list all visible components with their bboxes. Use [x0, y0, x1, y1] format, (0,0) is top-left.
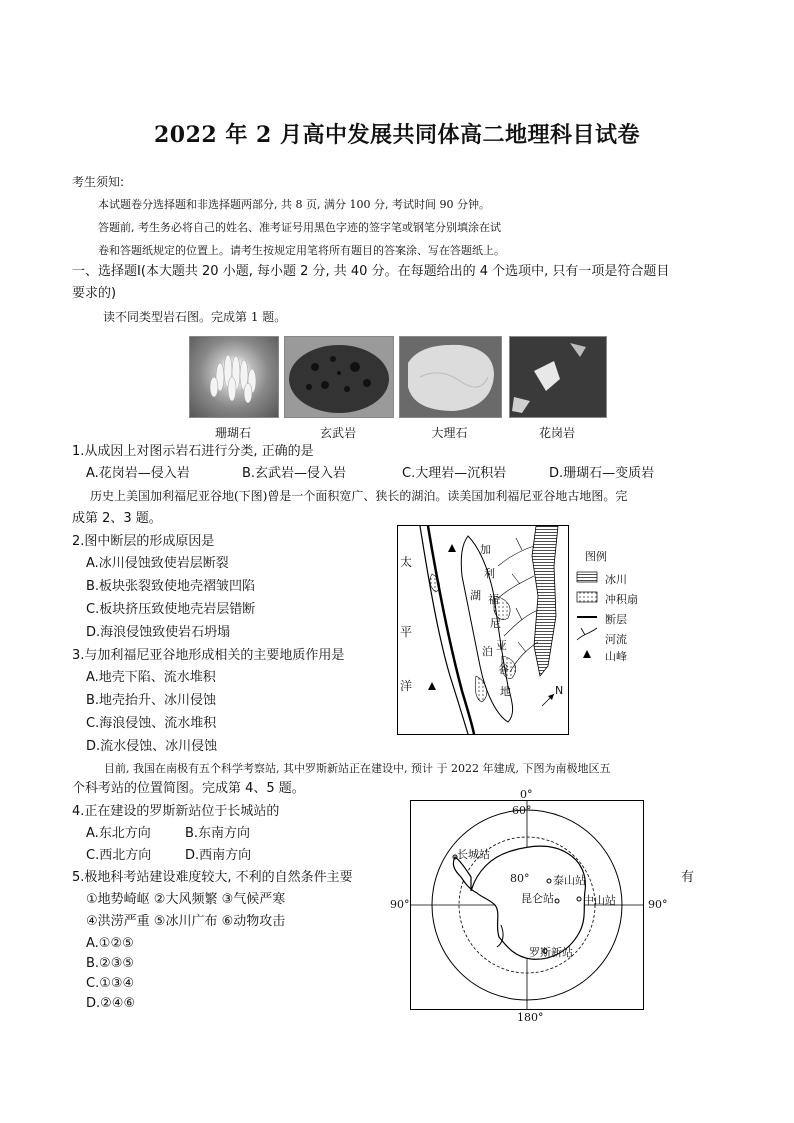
legend-symbols [575, 568, 603, 668]
basalt-photo [284, 336, 394, 418]
option-a: A.花岗岩—侵入岩 [86, 466, 190, 481]
option-d: D.②④⑥ [86, 996, 136, 1011]
legend-label: 山峰 [605, 650, 627, 663]
section-heading-cont: 要求的) [72, 286, 117, 301]
glacier-symbol [577, 572, 597, 582]
ocean-label: 平 [400, 625, 413, 639]
alluvial-fan-symbol [577, 592, 597, 602]
section-heading: 一、选择题Ⅰ(本大题共 20 小题, 每小题 2 分, 共 40 分。在每题给出的 4 个选项中, 只有一项是符合题目 [72, 264, 670, 279]
north-label: N [555, 684, 564, 697]
condition-list: ①地势崎岖 ②大风频繁 ③气候严寒 [86, 892, 286, 907]
option-c: C.海浪侵蚀、流水堆积 [86, 716, 217, 731]
valley-map [397, 525, 569, 735]
question-stem: 4.正在建设的罗斯新站位于长城站的 [72, 804, 280, 819]
question-stem: 1.从成因上对图示岩石进行分类, 正确的是 [72, 444, 314, 459]
notice-heading: 考生须知: [72, 175, 125, 189]
lake-label: 尼 [490, 617, 501, 630]
page-title: 2022 年 2 月高中发展共同体高二地理科目试卷 [153, 122, 641, 148]
option-b: B.②③⑤ [86, 956, 135, 971]
lake-label: 地 [500, 685, 511, 698]
lake-label: 福 [488, 593, 499, 606]
lake-label: 谷 [498, 663, 509, 676]
marble-photo [399, 336, 502, 418]
coral-photo [189, 336, 279, 418]
meridian-label-bottom: 180° [517, 1011, 544, 1024]
polar-map [410, 800, 644, 1010]
question-stem: 2.图中断层的形成原因是 [72, 534, 215, 549]
legend-label: 断层 [605, 613, 627, 626]
question-stem-end: 有 [681, 870, 695, 885]
lake-label: 加 [480, 543, 491, 556]
legend-title: 图例 [585, 550, 607, 563]
question-stem: 5.极地科考站建设难度较大, 不利的自然条件主要 [72, 870, 353, 885]
option-b: B.东南方向 [185, 826, 251, 841]
option-b: B.玄武岩—侵入岩 [242, 466, 347, 481]
rock-caption: 玄武岩 [319, 426, 356, 440]
station-label: 泰山站 [553, 874, 586, 887]
option-b: B.板块张裂致使地壳褶皱凹陷 [86, 579, 256, 594]
map-legend [575, 548, 665, 670]
option-a: A.①②⑤ [86, 936, 134, 951]
peak-icon [583, 650, 591, 658]
granite-image [510, 337, 606, 417]
legend-label: 河流 [605, 633, 627, 646]
rock-caption: 大理石 [431, 426, 468, 440]
lake-label: 湖 [470, 589, 481, 602]
notice-line: 答题前, 考生务必将自己的姓名、准考证号用黑色字迹的签字笔或钢笔分别填涂在试 [98, 221, 501, 234]
question-stem: 3.与加利福尼亚谷地形成相关的主要地质作用是 [72, 648, 345, 663]
option-c: C.西北方向 [86, 848, 152, 863]
option-c: C.大理岩—沉积岩 [402, 466, 507, 481]
option-d: D.流水侵蚀、冰川侵蚀 [86, 739, 218, 754]
option-c: C.①③④ [86, 976, 135, 991]
option-d: D.珊瑚石—变质岩 [549, 466, 655, 481]
coastline [420, 526, 468, 734]
lake-label: 泊 [482, 645, 493, 658]
glacier-area [532, 526, 558, 676]
option-d: D.西南方向 [185, 848, 252, 863]
coral-image [190, 337, 278, 417]
option-a: A.地壳下陷、流水堆积 [86, 670, 216, 685]
station-label: 昆仑站 [521, 892, 554, 905]
station-label: 中山站 [583, 894, 616, 907]
condition-list: ④洪涝严重 ⑤冰川广布 ⑥动物攻击 [86, 914, 286, 929]
lat80-label: 80° [510, 872, 530, 885]
valley-intro-cont: 成第 2、3 题。 [72, 511, 162, 526]
option-a: A.冰川侵蚀致使岩层断裂 [86, 556, 229, 571]
ocean-label: 洋 [400, 679, 413, 693]
option-d: D.海浪侵蚀致使岩石坍塌 [86, 625, 231, 640]
option-c: C.板块挤压致使地壳岩层错断 [86, 602, 256, 617]
meridian-label-top: 0° [520, 788, 533, 801]
basalt-image [285, 337, 393, 417]
rocks-intro: 读不同类型岩石图。完成第 1 题。 [103, 310, 287, 324]
station-label: 罗斯新站 [529, 946, 573, 959]
granite-photo [509, 336, 607, 418]
legend-label: 冲积扇 [605, 593, 638, 606]
ocean-label: 太 [400, 555, 413, 569]
river-symbol [577, 628, 597, 640]
rock-caption: 花岗岩 [538, 426, 575, 440]
antarctic-intro-cont: 个科考站的位置简图。完成第 4、5 题。 [72, 781, 305, 796]
option-a: A.东北方向 [86, 826, 151, 841]
lake-label: 亚 [496, 639, 507, 652]
notice-line: 本试题卷分选择题和非选择题两部分, 共 8 页, 满分 100 分, 考试时间 90 分钟。 [98, 198, 490, 211]
valley-intro: 历史上美国加利福尼亚谷地(下图)曾是一个面积宽广、狭长的湖泊。读美国加利福尼亚谷地古地图。完 [90, 489, 628, 503]
notice-line: 卷和答题纸规定的位置上。请考生按规定用笔将所有题目的答案涂、写在答题纸上。 [98, 244, 505, 257]
meridian-label-left: 90° [390, 898, 410, 911]
peak-icon [428, 682, 436, 690]
legend-label: 冰川 [605, 573, 627, 586]
peak-icon [448, 544, 456, 552]
rock-caption: 珊瑚石 [214, 426, 251, 440]
station-label: 长城站 [457, 848, 490, 861]
antarctic-intro: 目前, 我国在南极有五个科学考察站, 其中罗斯新站正在建设中, 预计 于 2022 年建成, 下图为南极地区五 [104, 762, 611, 775]
lake-label: 利 [484, 567, 495, 580]
marble-image [400, 337, 501, 417]
meridian-label-right: 90° [648, 898, 668, 911]
option-b: B.地壳抬升、冰川侵蚀 [86, 693, 217, 708]
lat60-label: 60° [512, 804, 532, 817]
